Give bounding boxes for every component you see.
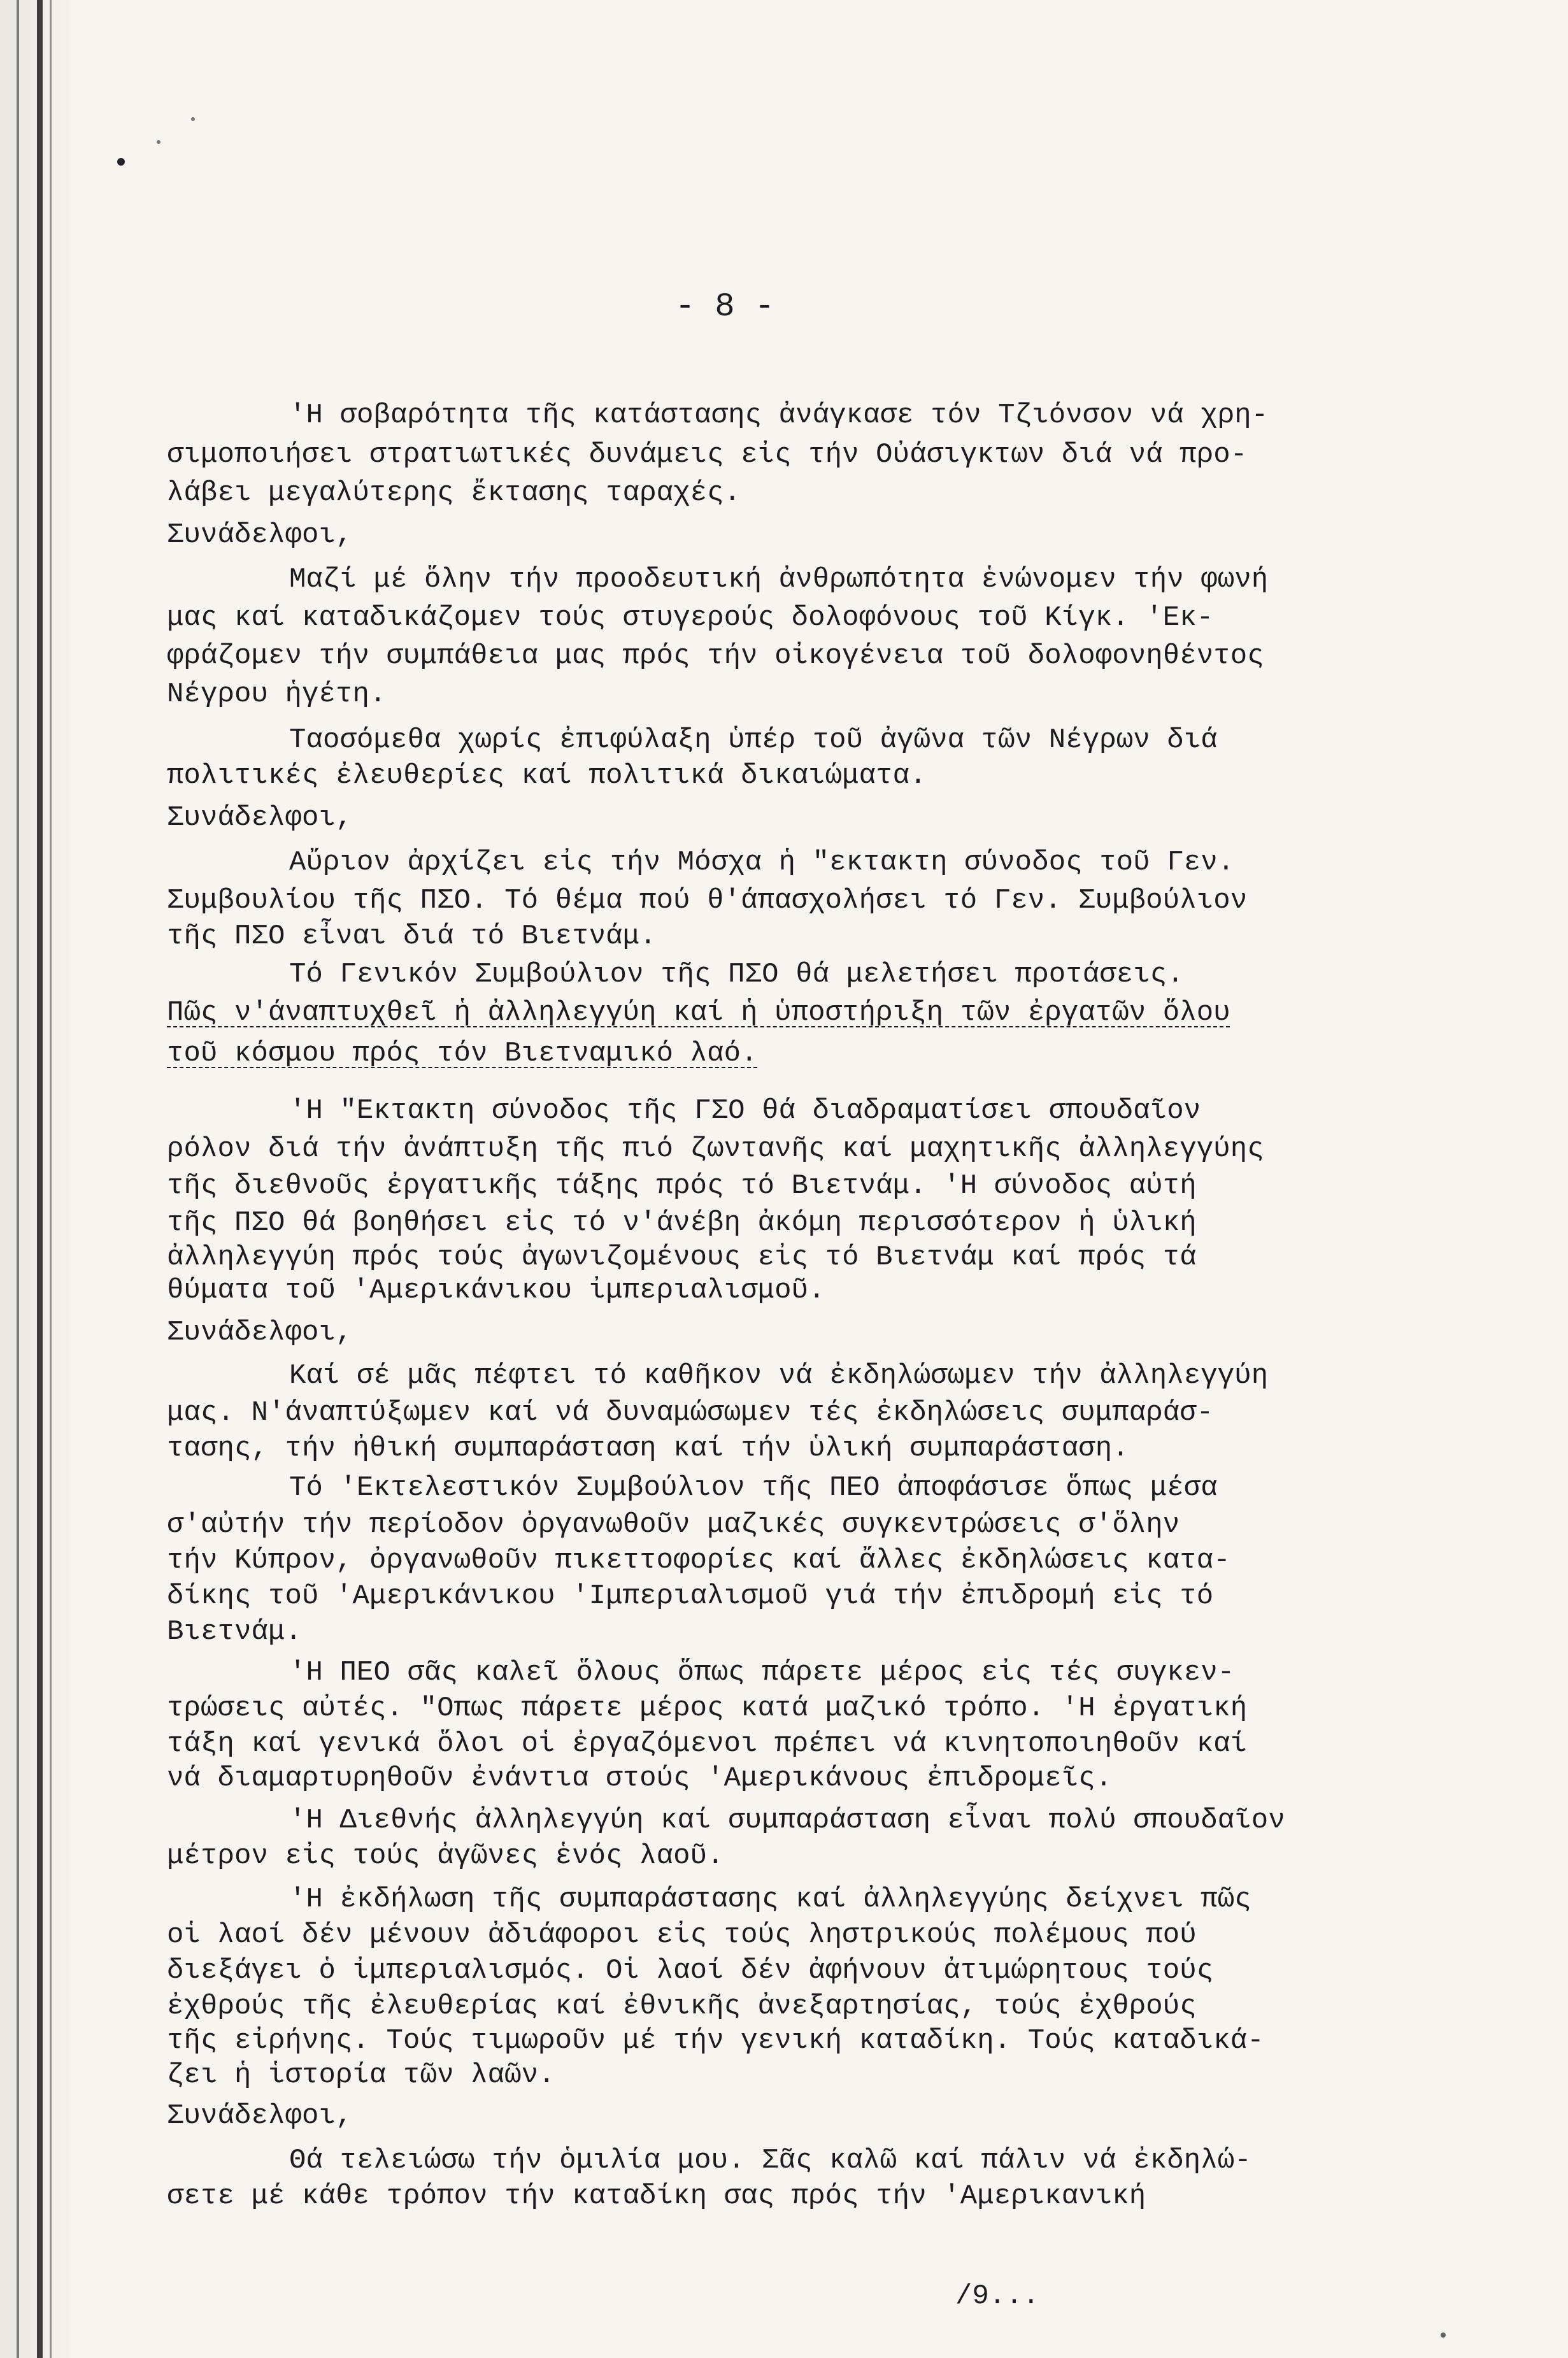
text-line: Ταοσόμεθα χωρίς ἐπιφύλαξη ὑπέρ τοῦ ἀγῶνα τῶν Νέγρων διά [289,724,1218,756]
text-line: μας καί καταδικάζομεν τούς στυγερούς δολοφόνους τοῦ Κίγκ. 'Εκ- [167,602,1214,634]
text-line: Βιετνάμ. [167,1616,303,1648]
text-line: 'Η ἐκδήλωση τῆς συμπαράστασης καί ἀλληλεγγύης δείχνει πῶς [289,1883,1251,1915]
text-line: τασης, τήν ἠθική συμπαράσταση καί τήν ὑλική συμπαράσταση. [167,1433,1129,1464]
text-line: σιμοποιήσει στρατιωτικές δυνάμεις εἰς τήν Οὐάσιγκτων διά νά προ- [167,439,1248,471]
text-line: διεξάγει ὁ ἰμπεριαλισμός. Οἱ λαοί δέν ἀφήνουν ἀτιμώρητους τούς [167,1955,1214,1987]
text-line: τῆς ΠΣΟ εἶναι διά τό Βιετνάμ. [167,920,657,952]
text-line: δίκης τοῦ 'Αμερικάνικου 'Ιμπεριαλισμοῦ γιά τήν ἐπιδρομή εἰς τό [167,1580,1214,1612]
salutation: Συνάδελφοι, [167,2100,353,2132]
scan-speck [191,117,195,121]
text-line: Θά τελειώσω τήν ὁμιλία μου. Σᾶς καλῶ καί πάλιν νά ἐκδηλώ- [289,2145,1251,2176]
text-line: τῆς διεθνοῦς ἐργατικῆς τάξης πρός τό Βιετνάμ. 'Η σύνοδος αὐτή [167,1170,1197,1202]
text-line: σετε μέ κάθε τρόπον τήν καταδίκη σας πρός τήν 'Αμερικανική [167,2180,1146,2212]
page-number: - 8 - [675,288,775,325]
binding-edge [0,0,71,2358]
continuation-marker: /9... [955,2280,1040,2312]
text-line: 'Η ΠΕΟ σᾶς καλεῖ ὅλους ὅπως πάρετε μέρος εἰς τές συγκεν- [289,1657,1235,1689]
text-line: ζει ἡ ἱστορία τῶν λαῶν. [167,2059,555,2091]
binding-shadow-line [17,0,19,2358]
salutation: Συνάδελφοι, [167,802,353,834]
text-line: θύματα τοῦ 'Αμερικάνικου ἰμπεριαλισμοῦ. [167,1275,825,1306]
text-line: τῆς ΠΣΟ θά βοηθήσει εἰς τό ν'άνέβη ἀκόμη περισσότερον ἡ ὑλική [167,1207,1197,1239]
text-line: τρώσεις αὐτές. "Οπως πάρετε μέρος κατά μαζικό τρόπο. 'Η ἐργατική [167,1692,1248,1724]
text-line: ἀλληλεγγύη πρός τούς ἀγωνιζομένους εἰς τό Βιετνάμ καί πρός τά [167,1241,1197,1273]
binding-shadow-line [50,0,52,2358]
text-line: Τό Γενικόν Συμβούλιον τῆς ΠΣΟ θά μελετήσει προτάσεις. [289,959,1184,990]
text-line: λάβει μεγαλύτερης ἔκτασης ταραχές. [167,477,741,509]
text-line: οἱ λαοί δέν μένουν ἀδιάφοροι εἰς τούς ληστρικούς πολέμους πού [167,1919,1197,1951]
text-line: τήν Κύπρον, ὀργανωθοῦν πικεττοφορίες καί ἄλλες ἐκδηλώσεις κατα- [167,1545,1230,1576]
scan-speck [157,140,160,144]
text-line: πολιτικές ἐλευθερίες καί πολιτικά δικαιώματα. [167,760,927,792]
text-line: Νέγρου ἡγέτη. [167,678,387,710]
underlined-text-line: Πῶς ν'άναπτυχθεῖ ἡ ἀλληλεγγύη καί ἡ ὑποστήριξη τῶν ἐργατῶν ὅλου [167,997,1230,1029]
text-line: ρόλον διά τήν ἀνάπτυξη τῆς πιό ζωντανῆς καί μαχητικῆς ἀλληλεγγύης [167,1133,1264,1165]
scan-speck [117,158,125,166]
text-line: φράζομεν τήν συμπάθεια μας πρός τήν οἰκογένεια τοῦ δολοφονηθέντος [167,640,1264,672]
text-line: σ'αὐτήν τήν περίοδον ὀργανωθοῦν μαζικές συγκεντρώσεις σ'ὅλην [167,1509,1180,1541]
text-line: Μαζί μέ ὅλην τήν προοδευτική ἀνθρωπότητα ἑνώνομεν τήν φωνή [289,564,1269,596]
text-line: τῆς εἰρήνης. Τούς τιμωροῦν μέ τήν γενική καταδίκη. Τούς καταδικά- [167,2025,1264,2057]
salutation: Συνάδελφοι, [167,519,353,551]
scan-speck [1441,2333,1446,2338]
text-line: νά διαμαρτυρηθοῦν ἐνάντια στούς 'Αμερικάνους ἐπιδρομεῖς. [167,1762,1113,1794]
text-line: μέτρον εἰς τούς ἀγῶνες ἑνός λαοῦ. [167,1840,724,1872]
text-line: Συμβουλίου τῆς ΠΣΟ. Τό θέμα πού θ'άπασχολήσει τό Γεν. Συμβούλιον [167,885,1248,917]
salutation: Συνάδελφοι, [167,1317,353,1348]
binding-shadow-line [37,0,43,2358]
text-line: Αὔριον ἀρχίζει εἰς τήν Μόσχα ἡ "εκτακτη σύνοδος τοῦ Γεν. [289,847,1235,878]
text-line: 'Η σοβαρότητα τῆς κατάστασης ἀνάγκασε τόν Τζιόνσον νά χρη- [289,399,1269,431]
text-line: τάξη καί γενικά ὅλοι οἱ ἐργαζόμενοι πρέπει νά κινητοποιηθοῦν καί [167,1728,1248,1760]
text-line: μας. Ν'άναπτύξωμεν καί νά δυναμώσωμεν τές ἐκδηλώσεις συμπαράσ- [167,1397,1214,1429]
text-line: 'Η "Εκτακτη σύνοδος τῆς ΓΣΟ θά διαδραματίσει σπουδαῖον [289,1095,1201,1127]
text-line: Τό 'Εκτελεστικόν Συμβούλιον τῆς ΠΕΟ ἀποφάσισε ὅπως μέσα [289,1472,1218,1504]
text-line: Καί σέ μᾶς πέφτει τό καθῆκον νά ἐκδηλώσωμεν τήν ἀλληλεγγύη [289,1360,1269,1392]
underlined-text-line: τοῦ κόσμου πρός τόν Βιετναμικό λαό. [167,1038,758,1069]
text-line: ἐχθρούς τῆς ἐλευθερίας καί ἐθνικῆς ἀνεξαρτησίας, τούς ἐχθρούς [167,1990,1197,2022]
text-line: 'Η Διεθνής ἀλληλεγγύη καί συμπαράσταση εἶναι πολύ σπουδαῖον [289,1804,1285,1836]
